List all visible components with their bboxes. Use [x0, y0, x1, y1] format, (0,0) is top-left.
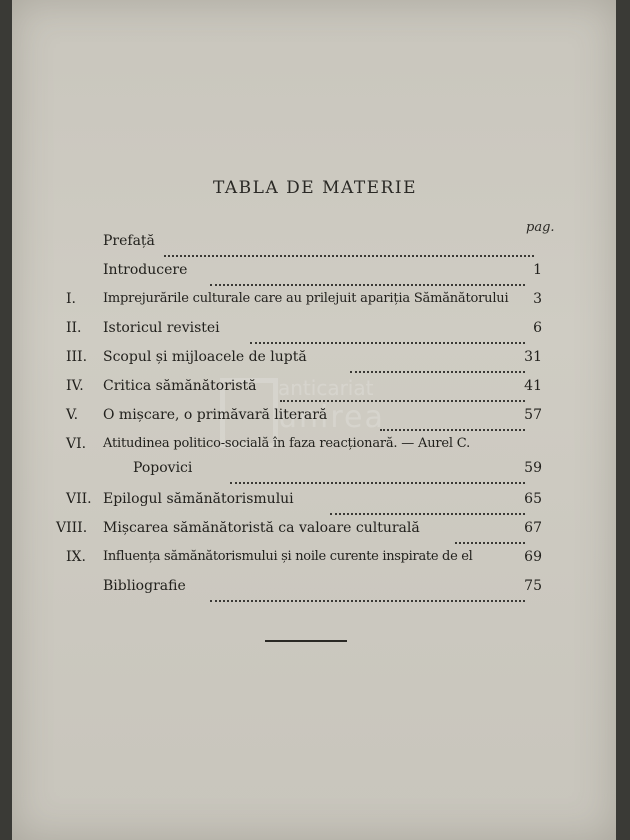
toc-entry — [0, 491, 630, 515]
toc-entry-title: Epilogul sămănătorismului — [103, 491, 294, 507]
dot-leader — [380, 415, 525, 431]
toc-entry-page: 75 — [524, 578, 542, 594]
toc-entry — [0, 262, 630, 286]
toc-entry-number: VIII. — [56, 520, 88, 536]
dot-leader — [230, 468, 525, 484]
toc-entry-title: Prefață — [103, 233, 155, 249]
toc-entry — [0, 378, 630, 402]
toc-entry — [0, 233, 630, 257]
toc-entry — [0, 436, 630, 460]
dot-leader — [350, 357, 525, 373]
toc-entry — [0, 407, 630, 431]
toc-entry-number: VII. — [66, 491, 92, 507]
toc-entry-number: III. — [66, 349, 88, 365]
toc-entry-number: V. — [66, 407, 79, 423]
toc-entry — [0, 320, 630, 344]
toc-entry-page: 31 — [524, 349, 542, 365]
toc-entry-page: 65 — [524, 491, 542, 507]
toc-entry — [0, 520, 630, 544]
toc-entry-title: Bibliografie — [103, 578, 186, 594]
toc-entry-title: Imprejurările culturale care au prilejuit apariția Sămănătorului — [103, 291, 509, 306]
toc-entry-page: 6 — [533, 320, 542, 336]
toc-entry-page: 41 — [524, 378, 542, 394]
toc-entry-title: Mișcarea sămănătoristă ca valoare culturală — [103, 520, 420, 536]
toc-entry — [0, 460, 630, 484]
dot-leader — [164, 241, 534, 257]
toc-entry-page: 57 — [524, 407, 542, 423]
toc-entry-page: 67 — [524, 520, 542, 536]
toc-entry-number: VI. — [66, 436, 87, 452]
toc-entry — [0, 578, 630, 602]
end-rule — [265, 640, 347, 642]
toc-entry-page: 1 — [533, 262, 542, 278]
dot-leader — [330, 499, 525, 515]
toc-entry-title: Popovici — [133, 460, 193, 476]
toc-entry-page: 69 — [524, 549, 542, 565]
watermark-line1: anticariat — [278, 376, 374, 400]
toc-entry — [0, 349, 630, 373]
toc-entry — [0, 291, 630, 315]
toc-entry-title: Istoricul revistei — [103, 320, 220, 336]
toc-entry-page: 59 — [524, 460, 542, 476]
toc-entry-title: O mișcare, o primăvară literară — [103, 407, 328, 423]
toc-entry-title: Critica sămănătoristă — [103, 378, 257, 394]
page-title: TABLA DE MATERIE — [212, 178, 418, 198]
page-column-label: pag. — [526, 220, 555, 235]
toc-entry-title: Atitudinea politico-socială în faza reacționară. — Aurel C. — [103, 436, 471, 451]
toc-entry-title: Influența sămănătorismului și noile curente inspirate de el — [103, 549, 473, 564]
toc-entry-number: IX. — [66, 549, 86, 565]
dot-leader — [280, 386, 525, 402]
toc-entry-title: Scopul și mijloacele de luptă — [103, 349, 307, 365]
dot-leader — [210, 270, 525, 286]
toc-entry-title: Introducere — [103, 262, 188, 278]
toc-entry-page: 3 — [533, 291, 542, 307]
toc-entry — [0, 549, 630, 573]
watermark-line2: unirea — [278, 400, 385, 435]
toc-entry-number: IV. — [66, 378, 84, 394]
dot-leader — [250, 328, 525, 344]
dot-leader — [210, 586, 525, 602]
toc-entry-number: I. — [66, 291, 76, 307]
dot-leader — [455, 528, 525, 544]
toc-entry-number: II. — [66, 320, 82, 336]
